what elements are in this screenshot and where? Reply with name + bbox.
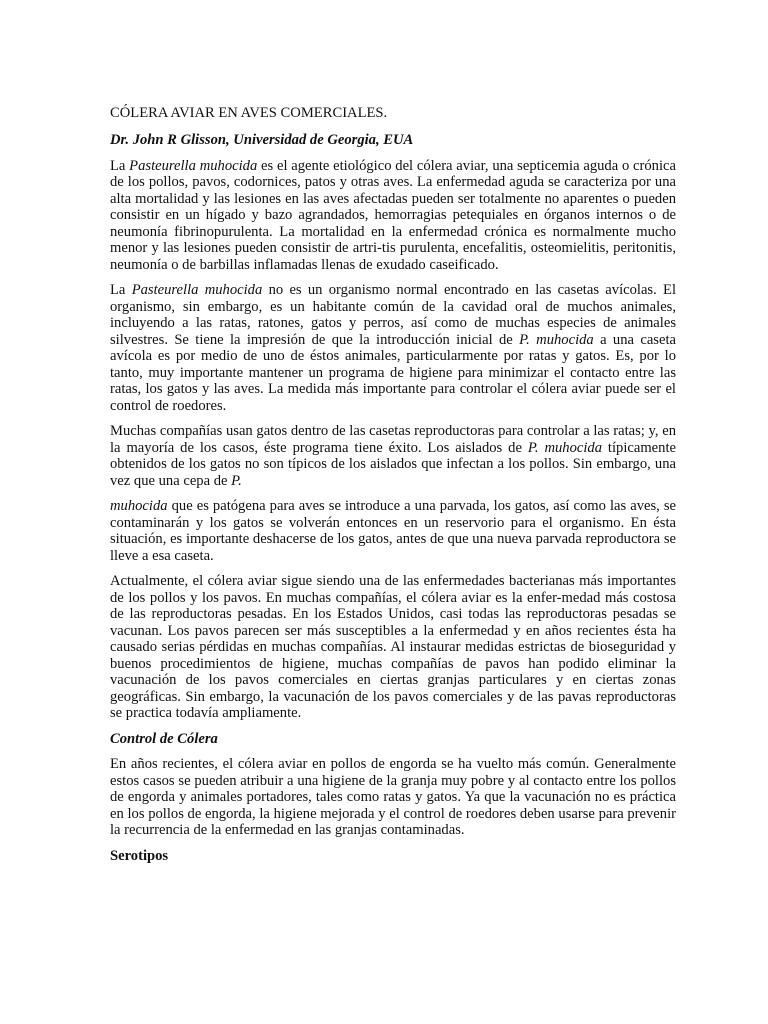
paragraph-text: a una caseta avícola es por medio de uno de éstos animales, particularmente por ratas y gatos. Es, por lo tanto, muy importante mantener un programa de higiene para minimizar el contacto entre las ratas, los gatos y las aves. La medida más importante para controlar el cólera aviar puede ser el control de roedores.: [110, 331, 676, 414]
paragraph-4: [110, 498, 676, 564]
paragraph-text: La: [110, 282, 132, 298]
section-heading-serotipos: Serotipos: [110, 847, 169, 864]
paragraph-text: La: [110, 157, 130, 174]
paragraph-text: Muchas compañías usan gatos dentro de las casetas reproductoras para controlar a las ratas; y, en la mayoría de los casos, éste programa tiene éxito. Los aislados de: [110, 423, 676, 456]
paragraph-1: [110, 158, 676, 274]
document-page: [110, 105, 676, 864]
section-heading-control: Control de Cólera: [110, 730, 218, 747]
species-name: Pasteurella muhocida: [129, 157, 258, 174]
paragraph-text: típicamente obtenidos de los gatos no son típicos de los aislados que infectan a los pollos. Sin embargo, una vez que una cepa de: [110, 439, 676, 489]
document-title: CÓLERA AVIAR EN AVES COMERCIALES.: [110, 105, 388, 121]
paragraph-text: no es un organismo normal encontrado en las casetas avícolas. El organismo, sin embargo, es un habitante común de la cavidad oral de muchos animales, incluyendo a las ratas, ratones, gatos y perros, así como de muchas especies de animales silvestres. Se tiene la impresión de que la introducción inicial de: [110, 282, 677, 348]
species-name: muhocida: [110, 498, 168, 514]
document-author: Dr. John R Glisson, Universidad de Georgia, EUA: [110, 132, 414, 148]
paragraph-control: En años recientes, el cólera aviar en pollos de engorda se ha vuelto más común. Generalmente estos casos se pueden atribuir a una higiene de la granja muy pobre y al contacto entre los pollos de engorda y animales portadores, tales como ratas y gatos. Ya que la vacunación no es práctica en los pollos de engorda, la higiene mejorada y el control de roedores deben usarse para prevenir la recurrencia de la enfermedad en las granjas contaminadas.: [110, 756, 676, 838]
paragraph-5: [110, 573, 676, 722]
paragraph-2: [110, 282, 676, 414]
paragraph-text: que es patógena para aves se introduce a una parvada, los gatos, así como las aves, se contaminarán y los gatos se volverán entonces en un reservorio para el organismo. En ésta situación, es importante deshacerse de los gatos, antes de que una nueva parvada reproductora se lleve a esa caseta.: [110, 498, 676, 564]
species-name: P. muhocida: [527, 439, 602, 456]
paragraph-text: Actualmente, el cólera aviar sigue siendo una de las enfermedades bacterianas más importantes de los pollos y los pavos. En muchas compañías, el cólera aviar es la enfer-medad más costosa de las reproductoras pesadas. En los Estados Unidos, casi todas las reproductoras pesadas se vacunan. Los pavos parecen ser más susceptibles a la enfermedad y en años recientes ésta ha causado serias pérdidas en muchas compañías. Al instaurar medidas estrictas de bioseguridad y buenos procedimientos de higiene, muchas compañías de pavos han podido eliminar la vacunación de los pavos comerciales en ciertas granjas particulares y en ciertas zonas geográficas. Sin embargo, la vacunación de los pavos comerciales y de las pavas reproductoras se practica todavía ampliamente.: [110, 573, 676, 721]
species-name: Pasteurella muhocida: [131, 282, 263, 298]
paragraph-3: [110, 423, 676, 489]
species-name: P.: [231, 472, 242, 489]
species-name: P. muhocida: [519, 331, 594, 348]
paragraph-text: es el agente etiológico del cólera aviar, una septicemia aguda o crónica de los pollos, pavos, codornices, patos y otras aves. La enfermedad aguda se caracteriza por una alta mortalidad y las lesiones en las aves afectadas pueden ser totalmente no aparentes o pueden consistir en un hígado y bazo agrandados, hemorragias petequiales en órganos internos o de neumonía fibrinopurulenta. La mortalidad en la enfermedad crónica es normalmente mucho menor y las lesiones pueden consistir de artri-tis purulenta, encefalitis, osteomielitis, peritonitis, neumonía o de barbillas inflamadas llenas de exudado caseificado.: [110, 157, 676, 273]
